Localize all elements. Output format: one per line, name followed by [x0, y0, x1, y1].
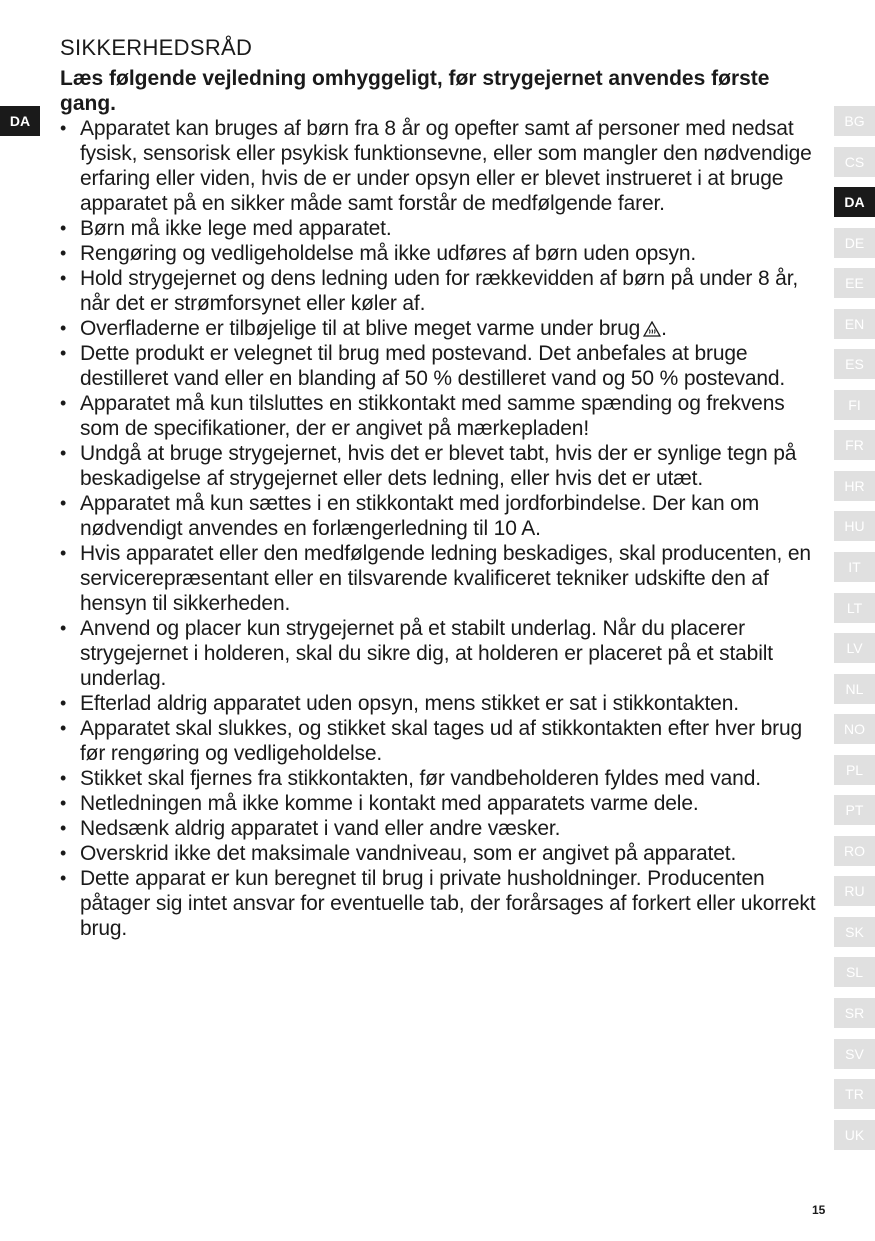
- language-tab-it[interactable]: IT: [834, 552, 875, 582]
- list-item: • Overskrid ikke det maksimale vandniveau, som er angivet på apparatet.: [60, 841, 820, 866]
- language-tab-lt[interactable]: LT: [834, 593, 875, 623]
- language-tabs: [834, 106, 875, 1160]
- language-tab-ee[interactable]: EE: [834, 268, 875, 298]
- language-tab-pl[interactable]: PL: [834, 755, 875, 785]
- language-tab-hr[interactable]: HR: [834, 471, 875, 501]
- hot-surface-warning-icon: [643, 321, 661, 337]
- language-tab-bg[interactable]: BG: [834, 106, 875, 136]
- list-item: • Stikket skal fjernes fra stikkontakten, før vandbeholderen fyldes med vand.: [60, 766, 820, 791]
- language-tab-sr[interactable]: SR: [834, 998, 875, 1028]
- list-item: • Hvis apparatet eller den medfølgende ledning beskadiges, skal producenten, en servicerepræsentant eller en tilsvarende kvalificeret tekniker udskifte den af hensyn til sikkerheden.: [60, 541, 820, 616]
- section-title: SIKKERHEDSRÅD: [60, 35, 253, 60]
- list-item: • Anvend og placer kun strygejernet på et stabilt underlag. Når du placerer strygejernet i holderen, skal du sikre dig, at holderen er placeret på et stabilt underlag.: [60, 616, 820, 691]
- language-tab-de[interactable]: DE: [834, 228, 875, 258]
- list-item: • Nedsænk aldrig apparatet i vand eller andre væsker.: [60, 816, 820, 841]
- language-tab-pt[interactable]: PT: [834, 795, 875, 825]
- list-item: • Apparatet må kun tilsluttes en stikkontakt med samme spænding og frekvens som de specifikationer, der er angivet på mærkepladen!: [60, 391, 820, 441]
- language-tab-uk[interactable]: UK: [834, 1120, 875, 1150]
- language-tab-lv[interactable]: LV: [834, 633, 875, 663]
- language-tab-tr[interactable]: TR: [834, 1079, 875, 1109]
- list-item: • Apparatet må kun sættes i en stikkontakt med jordforbindelse. Der kan om nødvendigt anvendes en forlængerledning til 10 A.: [60, 491, 820, 541]
- list-item: • Netledningen må ikke komme i kontakt med apparatets varme dele.: [60, 791, 820, 816]
- language-tab-ro[interactable]: RO: [834, 836, 875, 866]
- language-tab-fr[interactable]: FR: [834, 430, 875, 460]
- language-tab-nl[interactable]: NL: [834, 674, 875, 704]
- list-item: • Overfladerne er tilbøjelige til at blive meget varme under brug .: [60, 316, 820, 341]
- list-item: • Apparatet skal slukkes, og stikket skal tages ud af stikkontakten efter hver brug før rengøring og vedligeholdelse.: [60, 716, 820, 766]
- language-tab-da[interactable]: DA: [834, 187, 875, 217]
- language-tab-hu[interactable]: HU: [834, 511, 875, 541]
- list-item: • Efterlad aldrig apparatet uden opsyn, mens stikket er sat i stikkontakten.: [60, 691, 820, 716]
- language-tab-sl[interactable]: SL: [834, 957, 875, 987]
- safety-content: [60, 34, 820, 941]
- language-tab-cs[interactable]: CS: [834, 147, 875, 177]
- language-tab-sk[interactable]: SK: [834, 917, 875, 947]
- list-item: • Undgå at bruge strygejernet, hvis det er blevet tabt, hvis der er synlige tegn på beskadigelse af strygejernet eller dets ledning, eller hvis det er utæt.: [60, 441, 820, 491]
- language-tab-en[interactable]: EN: [834, 309, 875, 339]
- language-tab-ru[interactable]: RU: [834, 876, 875, 906]
- list-item: • Rengøring og vedligeholdelse må ikke udføres af børn uden opsyn.: [60, 241, 820, 266]
- language-tab-no[interactable]: NO: [834, 714, 875, 744]
- list-item: • Apparatet kan bruges af børn fra 8 år og opefter samt af personer med nedsat fysisk, sensorisk eller psykisk funktionsevne, eller som mangler den nødvendige erfaring eller viden, hvis de er under opsyn eller er blevet instrueret i at bruge apparatet på en sikker måde samt forstår de medfølgende farer.: [60, 116, 820, 216]
- language-tab-es[interactable]: ES: [834, 349, 875, 379]
- list-item: • Dette apparat er kun beregnet til brug i private husholdninger. Producenten påtager sig intet ansvar for eventuelle tab, der forårsages af forkert eller ukorrekt brug.: [60, 866, 820, 941]
- list-item: • Børn må ikke lege med apparatet.: [60, 216, 820, 241]
- page-number: 15: [812, 1203, 826, 1217]
- language-tab-fi[interactable]: FI: [834, 390, 875, 420]
- intro-text: Læs følgende vejledning omhyggeligt, før strygejernet anvendes første gang.: [60, 67, 770, 115]
- list-item: • Hold strygejernet og dens ledning uden for rækkevidden af børn på under 8 år, når det er strømforsynet eller køler af.: [60, 266, 820, 316]
- language-tab-sv[interactable]: SV: [834, 1039, 875, 1069]
- language-marker: DA: [0, 106, 40, 136]
- list-item: • Dette produkt er velegnet til brug med postevand. Det anbefales at bruge destilleret vand eller en blanding af 50 % destilleret vand og 50 % postevand.: [60, 341, 820, 391]
- safety-rules-list: [60, 116, 820, 941]
